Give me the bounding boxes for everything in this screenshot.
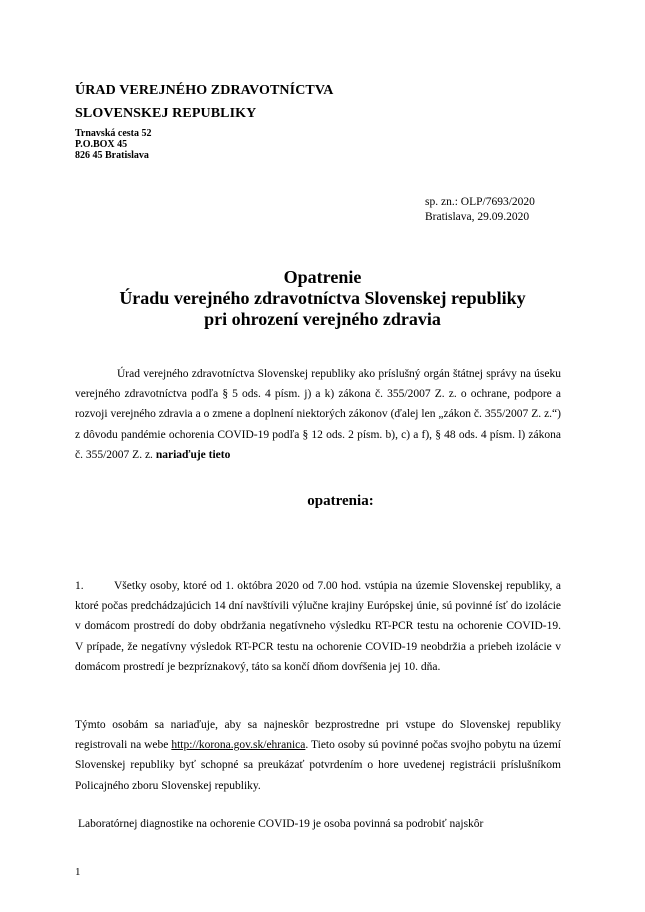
intro-bold-tail: nariaďuje tieto (155, 448, 231, 461)
address-street: Trnavská cesta 52 (75, 128, 152, 139)
ehranica-link[interactable]: http://korona.gov.sk/ehranica (171, 739, 306, 752)
measures-heading: opatrenia: (307, 493, 374, 509)
measure-item-1 (75, 576, 561, 677)
institution-name-line1: ÚRAD VEREJNÉHO ZDRAVOTNÍCTVA (75, 83, 334, 98)
title-line3: pri ohrození verejného zdravia (204, 309, 441, 329)
item-text: Všetky osoby, ktoré od 1. októbra 2020 od 7.00 hod. vstúpia na územie Slovenskej republiky, a ktoré počas predchádzajúcich 14 dní navštívili výlučne krajiny Európskej únie, sú povinné ísť do izolácie v domácom prostredí do doby obdržania negatívneho výsledku RT-PCR testu na ochorenie COVID-19. V prípade, že negatívny výsledok RT-PCR testu na ochorenie COVID-19 neobdržia a priebeh izolácie v domácom prostredí je bezpríznakový, táto sa končí dňom dovŕšenia jej 10. dňa. (75, 580, 561, 673)
intro-paragraph (75, 364, 561, 465)
page-number: 1 (75, 866, 81, 878)
registration-text-after: . Tieto osoby sú povinné počas svojho pobytu na území Slovenskej republiky byť schopné sa preukázať potvrdením o hore uvedenej registrácii príslušníkom Policajného zboru Slovenskej republiky. (75, 739, 561, 792)
intro-text: Úrad verejného zdravotníctva Slovenskej republiky ako príslušný orgán štátnej správy na úseku verejného zdravotníctva podľa § 5 ods. 4 písm. j) a k) zákona č. 355/2007 Z. z. o ochrane, podpore a rozvoji verejného zdravia a o zmene a doplnení niektorých zákonov (ďalej len „zákon č. 355/2007 Z. z.“) z dôvodu pandémie ochorenia COVID-19 podľa § 12 ods. 2 písm. b), c) a f), § 48 ods. 4 písm. l) zákona č. 355/2007 Z. z. (75, 368, 561, 461)
registration-text-before: Týmto osobám sa nariaďuje, aby sa najneskôr bezprostredne pri vstupe do Slovenskej republiky registrovali na webe (75, 719, 561, 752)
registration-paragraph (75, 715, 561, 796)
title-line1: Opatrenie (283, 267, 362, 287)
place-date: Bratislava, 29.09.2020 (425, 211, 530, 223)
institution-address (75, 128, 151, 161)
lab-paragraph (78, 814, 561, 834)
institution-name-line2: SLOVENSKEJ REPUBLIKY (75, 106, 257, 121)
item-number: 1. (75, 580, 84, 592)
reference-block (425, 195, 535, 225)
title-line2: Úradu verejného zdravotníctva Slovenskej republiky (119, 288, 526, 308)
address-pobox: P.O.BOX 45 (75, 139, 128, 150)
address-city: 826 45 Bratislava (75, 150, 149, 161)
document-title (0, 267, 645, 330)
file-number: sp. zn.: OLP/7693/2020 (425, 196, 535, 208)
lab-text: Laboratórnej diagnostike na ochorenie COVID-19 je osoba povinná sa podrobiť najskôr (78, 818, 484, 830)
